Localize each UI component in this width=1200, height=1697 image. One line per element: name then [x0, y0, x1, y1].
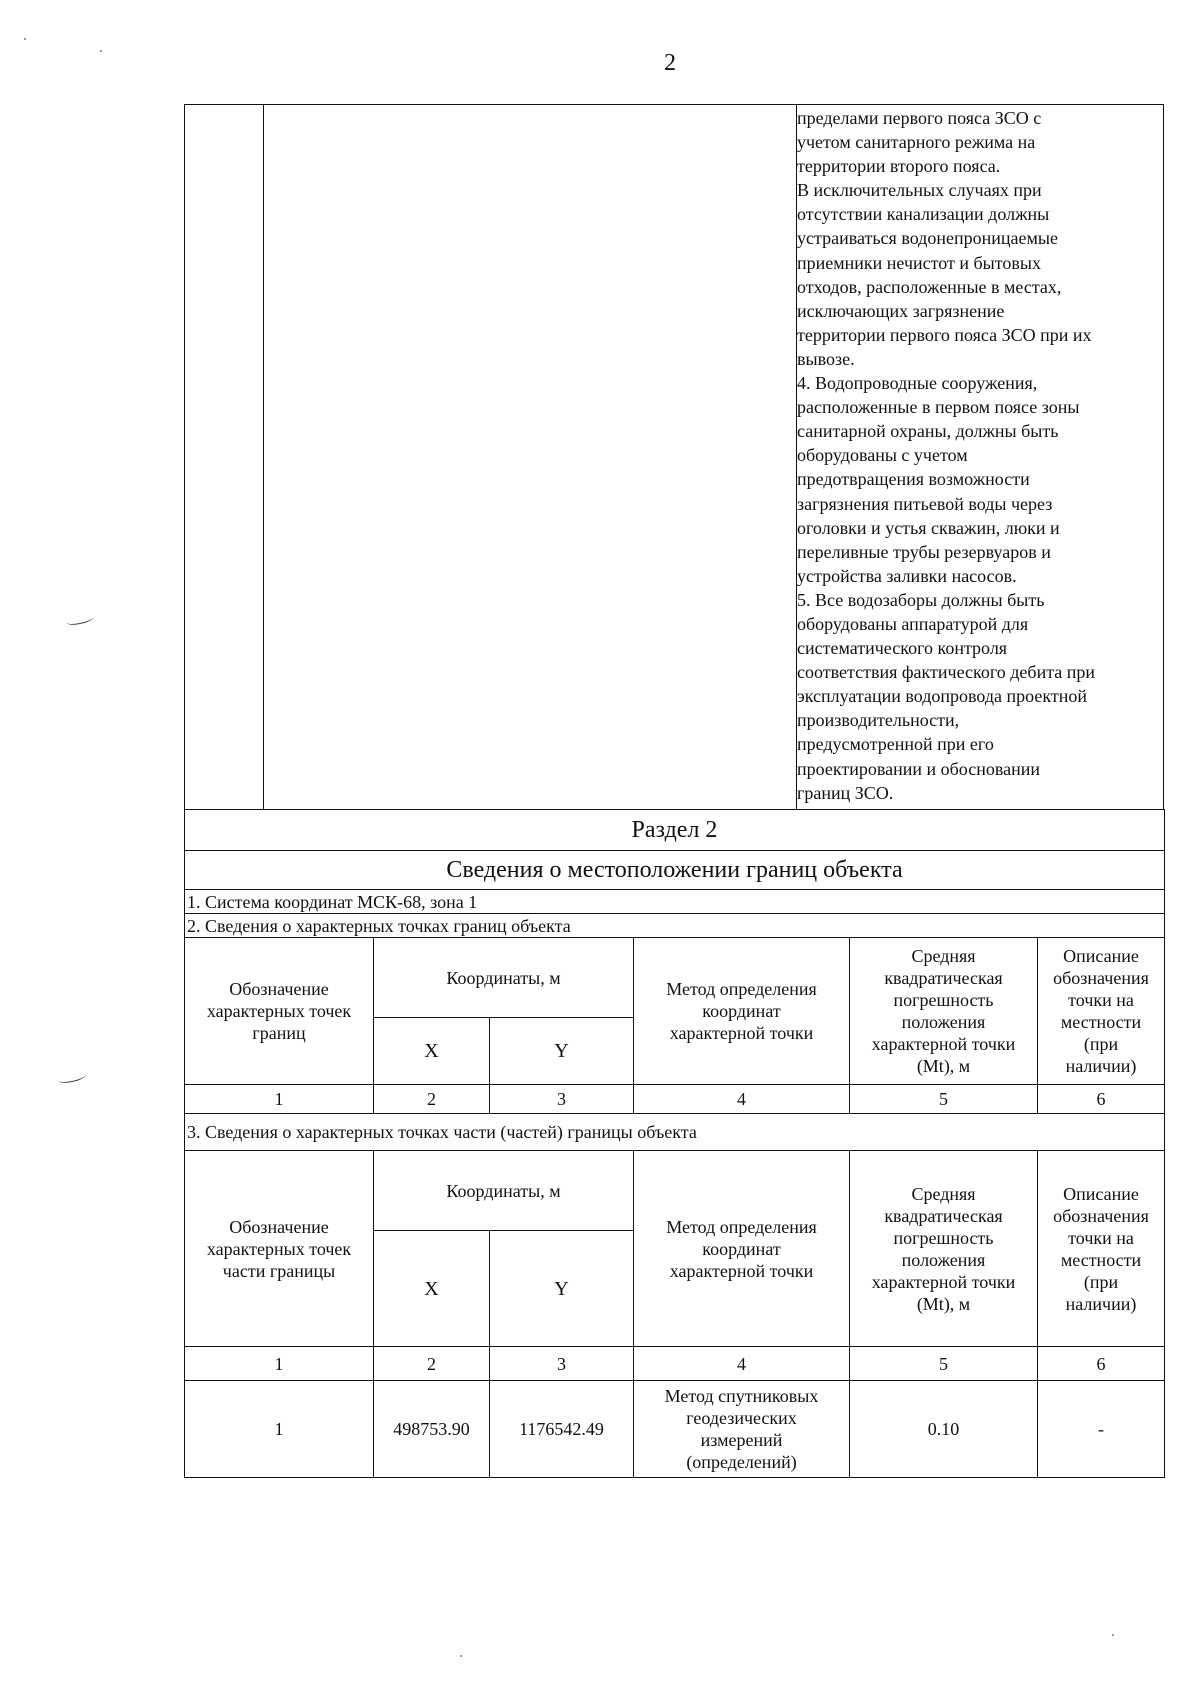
text-line: предотвращения возможности: [797, 469, 1030, 490]
text-line: территории второго пояса.: [797, 156, 1001, 177]
column-number: 3: [490, 1085, 634, 1114]
text-line: учетом санитарного режима на: [797, 132, 1036, 153]
text-line: границ ЗСО.: [797, 782, 894, 803]
text-line: территории первого пояса ЗСО при их: [797, 324, 1092, 345]
section-title: Раздел 2: [185, 810, 1165, 851]
column-number: 1: [185, 1085, 374, 1114]
item-3-heading-table: [184, 1113, 1165, 1151]
header-coordinates: Координаты, м: [374, 938, 634, 1018]
text-line: исключающих загрязнение: [797, 300, 1005, 321]
header-x: X: [374, 1231, 490, 1347]
column-number: 4: [634, 1347, 850, 1381]
part-boundary-points-table: [184, 1150, 1165, 1478]
column-number: 4: [634, 1085, 850, 1114]
section-subtitle: Сведения о местоположении границ объекта: [185, 851, 1165, 890]
header-coordinates: Координаты, м: [374, 1151, 634, 1231]
text-line: устройства заливки насосов.: [797, 565, 1017, 586]
scan-artifact: [57, 1070, 86, 1085]
header-y: Y: [490, 1018, 634, 1085]
text-line: переливные трубы резервуаров и: [797, 541, 1051, 562]
text-line: вывозе.: [797, 348, 855, 369]
table-row: [185, 1381, 1165, 1478]
text-line: отсутствии канализации должны: [797, 204, 1050, 225]
item-2-heading: 2. Сведения о характерных точках границ объекта: [185, 914, 1165, 938]
section-header-table: [184, 809, 1165, 938]
header-error: Средняя квадратическая погрешность положения характерной точки (Mt), м: [850, 1151, 1038, 1347]
boundary-points-table: [184, 937, 1165, 1114]
header-error: Средняя квадратическая погрешность положения характерной точки (Mt), м: [850, 938, 1038, 1085]
header-method: Метод определения координат характерной точки: [634, 938, 850, 1085]
sanitary-regime-text: [797, 106, 1165, 805]
column-number: 6: [1038, 1085, 1165, 1114]
text-line: соответствия фактического дебита при: [797, 662, 1096, 683]
header-description: Описание обозначения точки на местности (при наличии): [1038, 1151, 1165, 1347]
text-line: производительности,: [797, 710, 960, 731]
text-line: проектировании и обосновании: [797, 758, 1041, 779]
scan-artifact: [65, 612, 94, 627]
text-line: эксплуатации водопровода проектной: [797, 686, 1088, 707]
header-description: Описание обозначения точки на местности (при наличии): [1038, 938, 1165, 1085]
text-line: 5. Все водозаборы должны быть: [797, 589, 1045, 610]
scan-artifact: [460, 1655, 462, 1657]
item-3-heading: 3. Сведения о характерных точках части (частей) границы объекта: [185, 1114, 1165, 1151]
header-x: X: [374, 1018, 490, 1085]
text-line: систематического контроля: [797, 638, 1008, 659]
error: 0.10: [850, 1381, 1038, 1478]
text-line: расположенные в первом поясе зоны: [797, 397, 1080, 418]
continuation-table-block: [184, 104, 1164, 810]
column-divider: [263, 105, 264, 809]
text-line: отходов, расположенные в местах,: [797, 276, 1062, 297]
method: Метод спутниковых геодезических измерений (определений): [634, 1381, 850, 1478]
point-number: 1: [185, 1381, 374, 1478]
column-number: 3: [490, 1347, 634, 1381]
text-line: оголовки и устья скважин, люки и: [797, 517, 1060, 538]
text-line: санитарной охраны, должны быть: [797, 421, 1059, 442]
scan-artifact: [100, 50, 102, 52]
column-number: 2: [374, 1085, 490, 1114]
column-number: 2: [374, 1347, 490, 1381]
scan-artifact: [24, 38, 26, 40]
coord-y: 1176542.49: [490, 1381, 634, 1478]
column-number: 6: [1038, 1347, 1165, 1381]
column-number: 5: [850, 1347, 1038, 1381]
coord-x: 498753.90: [374, 1381, 490, 1478]
column-number: 5: [850, 1085, 1038, 1114]
header-designation: Обозначение характерных точек границ: [185, 938, 374, 1085]
description: -: [1038, 1381, 1165, 1478]
text-line: загрязнения питьевой воды через: [797, 493, 1053, 514]
text-line: устраиваться водонепроницаемые: [797, 228, 1058, 249]
text-line: 4. Водопроводные сооружения,: [797, 373, 1038, 394]
text-line: оборудованы аппаратурой для: [797, 613, 1029, 634]
text-line: предусмотренной при его: [797, 734, 994, 755]
header-method: Метод определения координат характерной точки: [634, 1151, 850, 1347]
header-y: Y: [490, 1231, 634, 1347]
text-line: пределами первого пояса ЗСО с: [797, 108, 1042, 128]
text-line: оборудованы с учетом: [797, 445, 968, 466]
column-number: 1: [185, 1347, 374, 1381]
text-line: приемники нечистот и бытовых: [797, 252, 1042, 273]
scan-artifact: [1112, 1634, 1114, 1636]
page-number: 2: [664, 50, 676, 76]
header-designation: Обозначение характерных точек части границы: [185, 1151, 374, 1347]
text-line: В исключительных случаях при: [797, 180, 1042, 201]
coordinate-system: 1. Система координат МСК-68, зона 1: [185, 890, 1165, 914]
